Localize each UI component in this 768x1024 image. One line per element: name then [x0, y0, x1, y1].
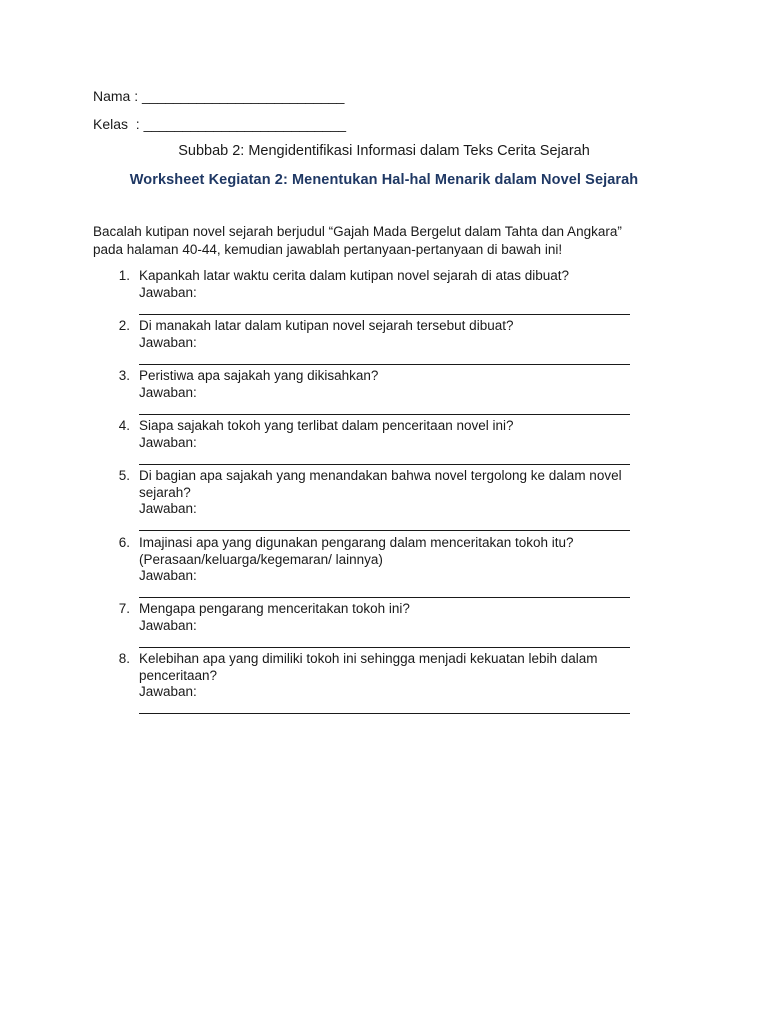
- answer-label: Jawaban:: [139, 385, 197, 400]
- question-number: 5.: [118, 468, 130, 483]
- question-number: 7.: [118, 601, 130, 616]
- nama-field: Nama : __________________________: [93, 88, 345, 104]
- answer-line[interactable]: [139, 597, 630, 598]
- question-text: Di bagian apa sajakah yang menandakan bahwa novel tergolong ke dalam novel sejarah?: [139, 468, 622, 500]
- question-text: Siapa sajakah tokoh yang terlibat dalam penceritaan novel ini?: [139, 418, 514, 433]
- answer-label: Jawaban:: [139, 285, 197, 300]
- answer-label: Jawaban:: [139, 618, 197, 633]
- intro-line-1: Bacalah kutipan novel sejarah berjudul “Gajah Mada Bergelut dalam Tahta dan Angkara”: [93, 224, 622, 239]
- question-text: Kelebihan apa yang dimiliki tokoh ini sehingga menjadi kekuatan lebih dalam penceritaan?: [139, 651, 598, 683]
- answer-line[interactable]: [139, 314, 630, 315]
- question-number: 4.: [118, 418, 130, 433]
- kelas-field: Kelas : __________________________: [93, 116, 347, 132]
- question-number: 2.: [118, 318, 130, 333]
- answer-line[interactable]: [139, 364, 630, 365]
- question-text: Mengapa pengarang menceritakan tokoh ini?: [139, 601, 410, 616]
- question-number: 8.: [118, 651, 130, 666]
- intro-line-2: pada halaman 40-44, kemudian jawablah pertanyaan-pertanyaan di bawah ini!: [93, 242, 563, 257]
- answer-label: Jawaban:: [139, 501, 197, 516]
- answer-label: Jawaban:: [139, 568, 197, 583]
- answer-line[interactable]: [139, 414, 630, 415]
- subbab-title: Subbab 2: Mengidentifikasi Informasi dalam Teks Cerita Sejarah: [178, 143, 590, 159]
- answer-label: Jawaban:: [139, 435, 197, 450]
- question-text: Di manakah latar dalam kutipan novel sejarah tersebut dibuat?: [139, 318, 514, 333]
- answer-label: Jawaban:: [139, 684, 197, 699]
- question-number: 3.: [118, 368, 130, 383]
- question-text: Kapankah latar waktu cerita dalam kutipan novel sejarah di atas dibuat?: [139, 268, 570, 283]
- answer-label: Jawaban:: [139, 335, 197, 350]
- question-text: Peristiwa apa sajakah yang dikisahkan?: [139, 368, 379, 383]
- worksheet-heading: Worksheet Kegiatan 2: Menentukan Hal-hal Menarik dalam Novel Sejarah: [129, 172, 639, 188]
- question-number: 6.: [118, 535, 130, 550]
- answer-line[interactable]: [139, 647, 630, 648]
- question-text: Imajinasi apa yang digunakan pengarang dalam menceritakan tokoh itu? (Perasaan/keluarga/kegemaran/ lainnya): [139, 535, 574, 567]
- answer-line[interactable]: [139, 530, 630, 531]
- answer-line[interactable]: [139, 713, 630, 714]
- question-number: 1.: [118, 268, 130, 283]
- answer-line[interactable]: [139, 464, 630, 465]
